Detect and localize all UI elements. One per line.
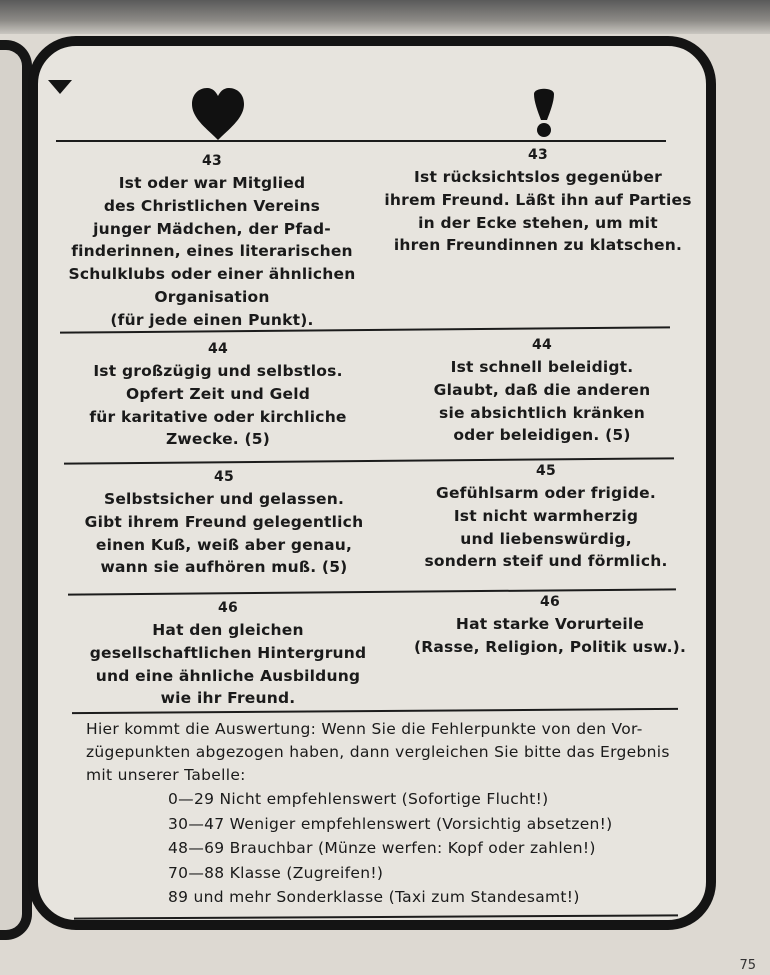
score-row: 48—69 Brauchbar (Münze werfen: Kopf oder zahlen!) — [168, 839, 596, 857]
entry-text: Hat den gleichen gesellschaftlichen Hintergrund und eine ähnliche Ausbildung wie ihr Freund. — [89, 621, 367, 708]
background-photo-strip — [0, 0, 770, 34]
page-number: 75 — [739, 958, 756, 973]
exclamation-icon — [504, 84, 584, 144]
entry-number: 45 — [536, 463, 556, 479]
score-row: 0—29 Nicht empfehlenswert (Sofortige Flucht!) — [168, 790, 549, 808]
entry-text: Ist oder war Mitglied des Christlichen Vereins junger Mädchen, der Pfad- finderinnen, eines literarischen Schulklubs oder einer ähnlichen Organisation (für jede einen Punkt). — [68, 174, 356, 329]
card-notch — [48, 80, 72, 94]
entry-text: Ist schnell beleidigt. Glaubt, daß die anderen sie absichtlich kränken oder beleidigen. (5) — [433, 358, 651, 445]
entry-number: 43 — [528, 147, 548, 163]
rule-bottom — [74, 914, 678, 919]
quiz-card — [28, 36, 716, 930]
entry-number: 44 — [532, 337, 552, 353]
entry-text: Selbstsicher und gelassen. Gibt ihrem Freund gelegentlich einen Kuß, weiß aber genau, wann sie aufhören muß. (5) — [84, 490, 364, 577]
score-row: 89 und mehr Sonderklasse (Taxi zum Standesamt!) — [168, 888, 580, 906]
evaluation-section — [86, 718, 726, 910]
entry-number: 46 — [540, 594, 560, 610]
entry-right-45 — [386, 460, 706, 573]
entry-text: Hat starke Vorurteile (Rasse, Religion, Politik usw.). — [413, 615, 687, 656]
entry-right-46 — [390, 591, 710, 659]
entry-right-43 — [378, 144, 698, 257]
entry-left-43 — [52, 150, 372, 332]
entry-text: Ist rücksichtslos gegenüber ihrem Freund. Läßt ihn auf Parties in der Ecke stehen, um mit ihren Freundinnen zu klatschen. — [384, 168, 692, 255]
entry-left-44 — [58, 338, 378, 451]
evaluation-intro: Hier kommt die Auswertung: Wenn Sie die Fehlerpunkte von den Vor- zügepunkten abgezogen haben, dann vergleichen Sie bitte das Ergebnis mit unserer Tabelle: — [86, 720, 670, 784]
entry-right-44 — [382, 334, 702, 447]
entry-number: 45 — [214, 469, 234, 485]
heart-icon — [178, 84, 258, 144]
entry-number: 46 — [218, 600, 238, 616]
entry-text: Ist großzügig und selbstlos. Opfert Zeit und Geld für karitative oder kirchliche Zwecke. (5) — [89, 362, 347, 449]
entry-text: Gefühlsarm oder frigide. Ist nicht warmherzig und liebenswürdig, sondern steif und förmlich. — [424, 484, 668, 571]
entry-number: 43 — [202, 153, 222, 169]
score-row: 30—47 Weniger empfehlenswert (Vorsichtig absetzen!) — [168, 814, 613, 833]
entry-left-46 — [68, 597, 388, 710]
score-table — [86, 787, 726, 910]
rule-top — [56, 140, 666, 142]
entry-number: 44 — [208, 341, 228, 357]
score-row: 70—88 Klasse (Zugreifen!) — [168, 863, 384, 882]
entry-left-45 — [64, 466, 384, 579]
